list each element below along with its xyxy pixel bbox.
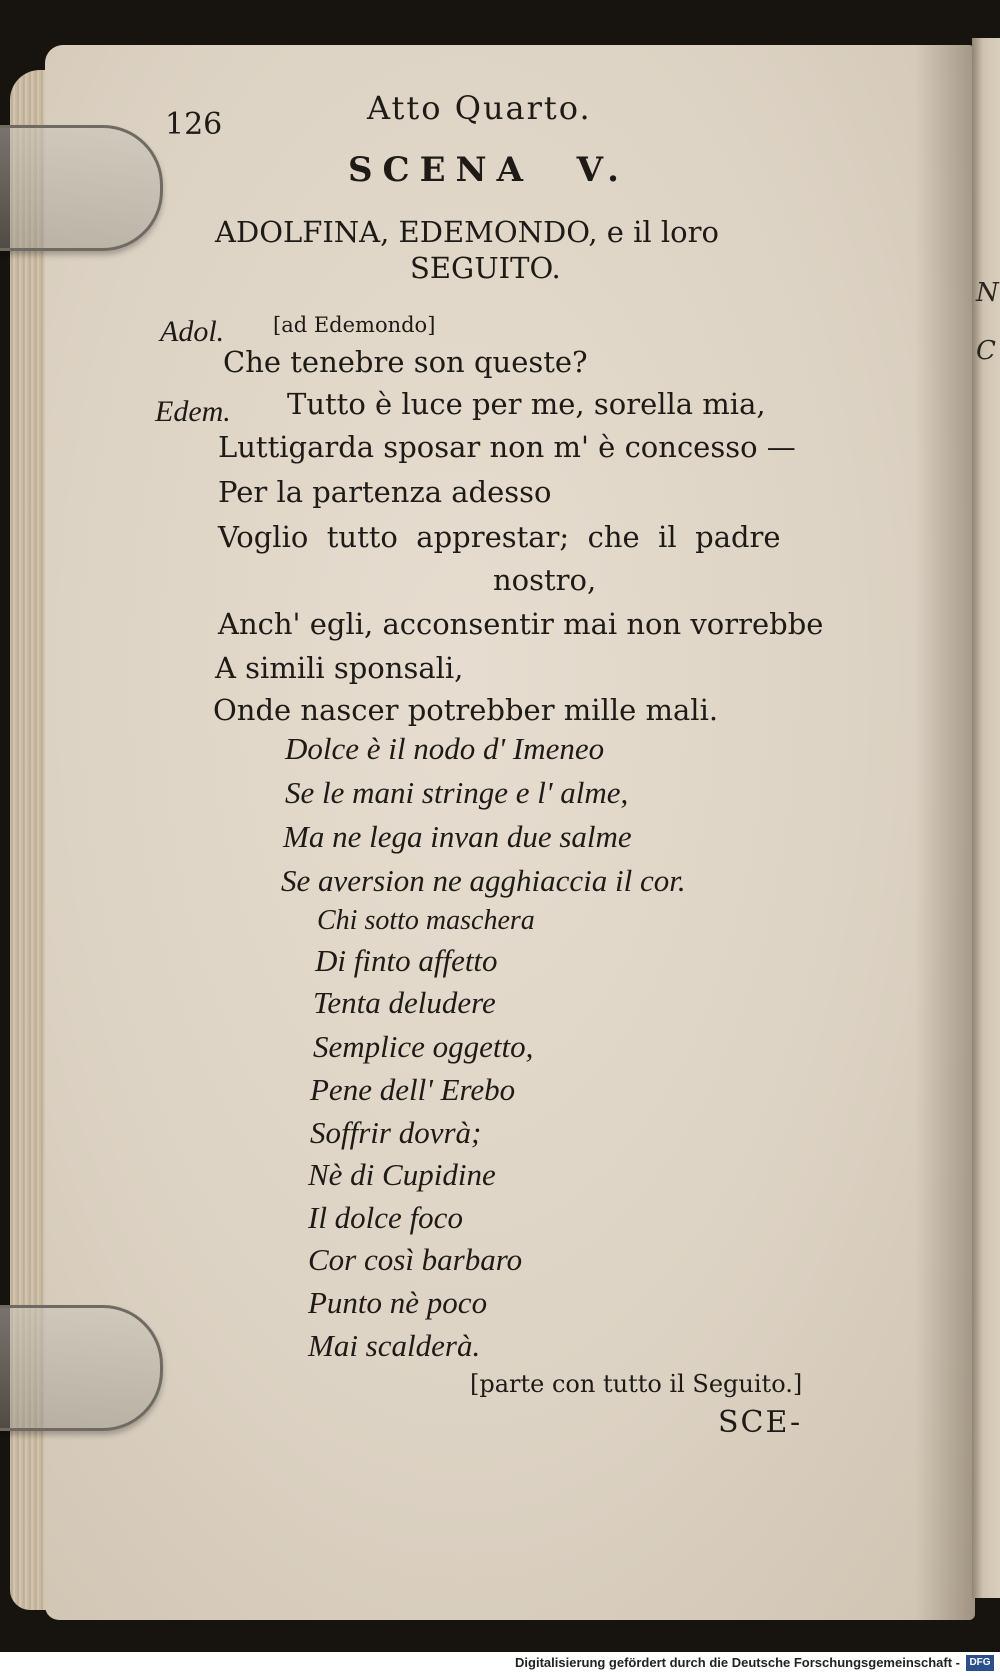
- facing-page-fragment: N: [976, 278, 999, 308]
- aria-line: Chi sotto maschera: [317, 905, 535, 936]
- page-clip-icon: [0, 125, 163, 251]
- stage-direction-adol: [ad Edemondo]: [273, 313, 436, 337]
- aria-line: Di finto affetto: [315, 943, 498, 978]
- scene-title: SCENA V.: [348, 150, 629, 190]
- verse-line: Onde nascer potrebber mille mali.: [213, 693, 719, 727]
- aria-line: Semplice oggetto,: [313, 1029, 534, 1064]
- aria-line: Pene dell' Erebo: [310, 1072, 516, 1107]
- verse-line: Luttigarda sposar non m' è concesso —: [218, 430, 796, 464]
- aria-line: Mai scalderà.: [308, 1328, 481, 1363]
- aria-line: Tenta deludere: [313, 985, 496, 1020]
- aria-line: Dolce è il nodo d' Imeneo: [285, 731, 605, 766]
- facing-page-edge: [972, 38, 1000, 1598]
- dfg-logo-badge: DFG: [966, 1655, 994, 1671]
- verse-line: Tutto è luce per me, sorella mia,: [287, 387, 766, 421]
- verse-line: Per la partenza adesso: [218, 475, 552, 509]
- page-number: 126: [165, 107, 223, 142]
- verse-line: Anch' egli, acconsentir mai non vorrebbe: [218, 607, 824, 641]
- aria-line: Punto nè poco: [308, 1285, 488, 1320]
- speaker-edem: Edem.: [155, 395, 231, 428]
- running-title: Atto Quarto.: [367, 89, 592, 127]
- verse-line: A simili sponsali,: [215, 651, 464, 685]
- catchword: SCE-: [718, 1405, 803, 1440]
- characters-line-2: SEGUITO.: [410, 251, 561, 285]
- aria-line: Ma ne lega invan due salme: [283, 819, 632, 854]
- verse-line: Che tenebre son queste?: [223, 345, 588, 379]
- aria-line: Il dolce foco: [308, 1200, 463, 1235]
- aria-line: Se aversion ne agghiaccia il cor.: [281, 863, 686, 898]
- facing-page-fragment: C: [976, 336, 996, 366]
- digitization-footer: [0, 1652, 1000, 1676]
- speaker-adol: Adol.: [160, 315, 225, 348]
- aria-line: Se le mani stringe e l' alme,: [285, 775, 629, 810]
- verse-line: Voglio tutto apprestar; che il padre: [218, 520, 781, 554]
- book-page: [45, 45, 975, 1620]
- exit-stage-direction: [parte con tutto il Seguito.]: [470, 1370, 803, 1398]
- page-clip-icon: [0, 1305, 163, 1431]
- verse-line-continuation: nostro,: [493, 563, 597, 597]
- characters-line-1: ADOLFINA, EDEMONDO, e il loro: [215, 215, 719, 249]
- aria-line: Cor così barbaro: [308, 1242, 523, 1277]
- funding-credit: Digitalisierung gefördert durch die Deutsche Forschungsgemeinschaft -: [515, 1655, 960, 1670]
- aria-line: Nè di Cupidine: [308, 1157, 496, 1192]
- gutter-shadow: [915, 45, 975, 1620]
- aria-line: Soffrir dovrà;: [310, 1115, 482, 1150]
